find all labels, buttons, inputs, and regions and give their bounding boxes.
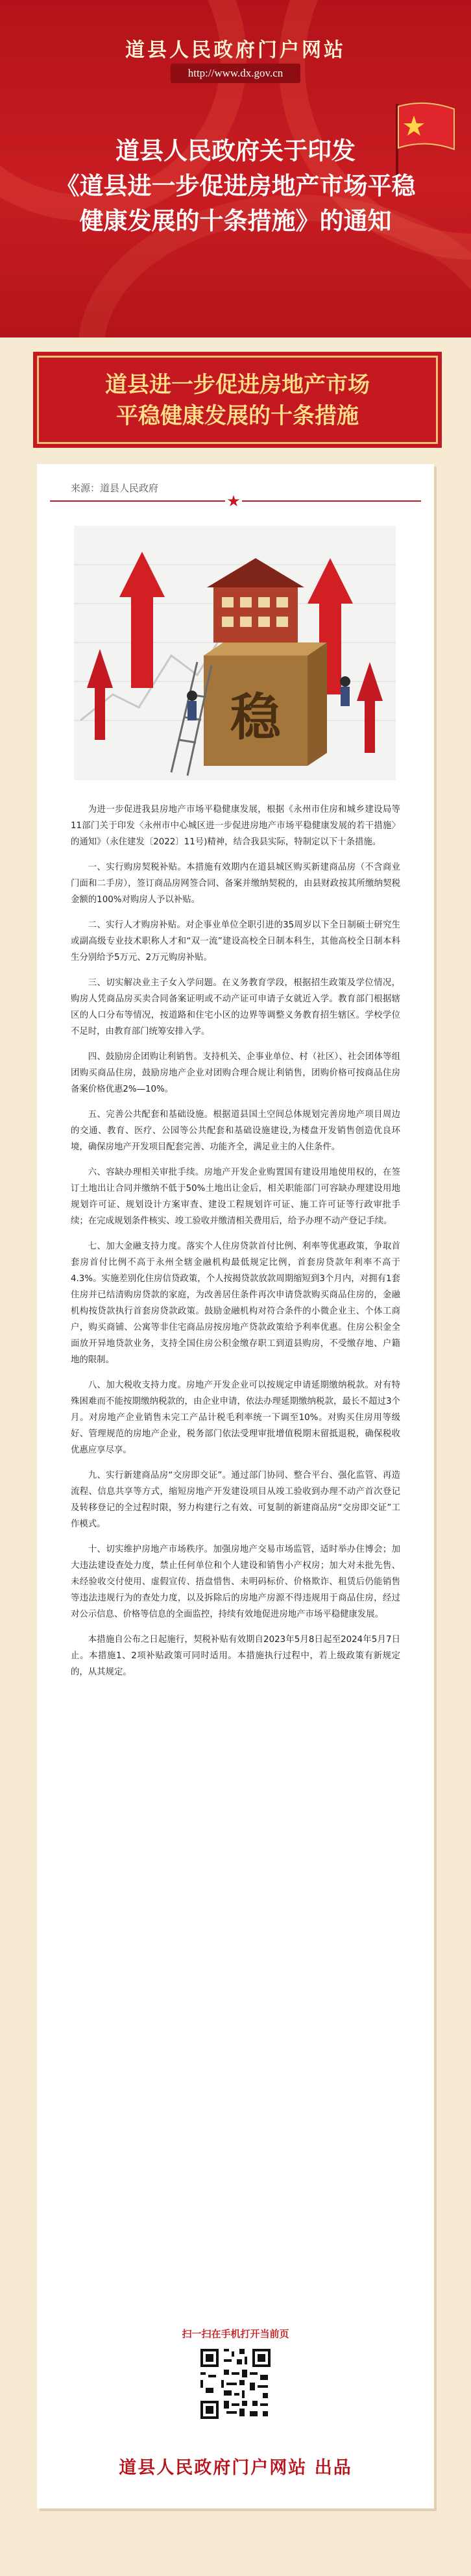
paragraph: 二、实行人才购房补贴。对企事业单位全职引进的35周岁以下全日制硕士研究生或副高级专业技术职称人才和“双一流”建设高校全日制本科生，其他高校全日制本科生分别给予5万元、2万元购房补贴。 [71, 920, 400, 963]
paragraph: 为进一步促进我县房地产市场平稳健康发展，根据《永州市住房和城乡建设局等11部门关于印发〈永州市中心城区进一步促进房地产市场平稳健康发展的若干措施〉的通知》（永住建发〔2022〕11号)精神，结合我县实际，特制定以下十条措施。 [71, 805, 400, 847]
qr-code-icon[interactable] [198, 2346, 273, 2422]
article-body [71, 802, 400, 1689]
article-card [37, 464, 434, 2509]
paragraph: 本措施自公布之日起施行，契税补贴有效期自2023年5月8日起至2024年5月7日止。本措施1、2项补贴政策可同时适用。本措施执行过程中，若上级政策有新规定的，从其规定。 [71, 1635, 400, 1677]
notice-title-line: 健康发展的十条措施》的通知 [79, 206, 392, 235]
notice-title-line: 《道县进一步促进房地产市场平稳 [55, 171, 416, 200]
paragraph: 四、鼓励房企团购让利销售。支持机关、企事业单位、村（社区）、社会团体等组团购买商品住房，鼓励房地产企业对团购合理合规让利销售，团购价格可按商品住房备案价格优惠2%—10%。 [71, 1052, 400, 1094]
qr-caption: 扫一扫在手机打开当前页 [182, 2329, 289, 2340]
article-source: 来源：道县人民政府 [71, 483, 159, 494]
policy-banner [37, 356, 438, 444]
footer-credit: 道县人民政府门户网站 出品 [119, 2458, 352, 2478]
paragraph: 七、加大金融支持力度。落实个人住房贷款首付比例、利率等优惠政策，争取首套房首付比例不高于永州全辖金融机构最低规定比例，首套房贷款年利率不高于4.3%。实施差别化住房信贷政策，个人按揭贷款放款周期缩短到3个月内，对拥有1套住房并已结清购房贷款的家庭，为改善居住条件再次申请贷款购买商品住房的，金融机构按贷款执行首套房贷款政策。鼓励金融机构对符合条件的小微企业主、个体工商户，购买商铺、公寓等非住宅商品房按房地产贷款政策给予利率优惠。住房公积金全面放开异地贷款业务，支持全国住房公积金缴存职工到道县购房，不受缴存地、户籍地的限制。 [71, 1242, 400, 1365]
paragraph: 三、切实解决业主子女入学问题。在义务教育学段，根据招生政策及学位情况，购房人凭商品房买卖合同备案证明或不动产证可申请子女就近入学。教育部门根据辖区的人口分布等情况，按道路和住宅小区的边界等调整义务教育招生辖区。学校学位不足时，由教育部门统筹安排入学。 [71, 978, 400, 1037]
site-name: 道县人民政府门户网站 [125, 39, 346, 62]
hero-label: 稳 [230, 688, 282, 747]
banner-line: 道县进一步促进房地产市场 [105, 372, 370, 398]
site-url[interactable]: http://www.dx.gov.cn [171, 64, 300, 83]
notice-title-line: 道县人民政府关于印发 [115, 136, 356, 165]
paragraph: 一、实行购房契税补贴。本措施有效期内在道县城区购买新建商品房（不含商业门面和二手房），签订商品房网签合同、备案并缴纳契税的，由县财政按其所缴纳契税金额的100%对购房人予以补贴。 [71, 863, 400, 905]
notice-title [39, 133, 432, 238]
paragraph: 六、容缺办理相关审批手续。房地产开发企业购置国有建设用地使用权的，在签订土地出让合同并缴纳不低于50%土地出让金后，相关职能部门可容缺办理建设用地规划许可证、规划设计方案审查、建设工程规划许可证、施工许可证等行政审批手续；在完成规划条件核实、竣工验收并缴清相关费用后，给予办理不动产登记手续。 [71, 1168, 400, 1226]
page-header [0, 0, 471, 337]
star-icon: ★ [225, 493, 242, 509]
paragraph: 五、完善公共配套和基础设施。根据道县国土空间总体规划完善房地产项目周边的交通、教育、医疗、公园等公共配套和基础设施建设,为楼盘开发销售创造优良环境，确保房地产开发项目配套完善、功能齐全，满足业主的入住条件。 [71, 1110, 400, 1152]
paragraph: 九、实行新建商品房“交房即交证”。通过部门协同、整合平台、强化监管、再造流程、信息共享等方式，缩短房地产开发建设项目从竣工验收到办理不动产首次登记及转移登记的全过程时限，努力构建行之有效、可复制的新建商品房“交房即交证”工作模式。 [71, 1471, 400, 1529]
paragraph: 十、切实维护房地产市场秩序。加强房地产交易市场监管，适时举办住博会；加大违法建设查处力度，禁止任何单位和个人建设和销售小产权房；加大对未批先售、未经验收交付使用、虚假宣传、捂盘惜售、未明码标价、价格欺诈、租赁后仍能销售等违法违规行为的查处力度，以及拆除后的房地产房源不得违规用于商品住房，经过对公示信息、价格等信息的全面监控，持续有效地促进房地产市场平稳健康发展。 [71, 1545, 400, 1619]
paragraph: 八、加大税收支持力度。房地产开发企业可以按规定申请延期缴纳税款。对有特殊困难而不能按期缴纳税款的，由企业申请，依法办理延期缴纳税款，最长不超过3个月。对房地产企业销售未完工产品计税毛利率统一下调至10%。对购买住房用等级好、管理规范的房地产企业，税务部门依法受理审批增值税期末留抵退税，确保税收优惠应享尽享。 [71, 1380, 400, 1455]
hero-illustration [74, 526, 396, 780]
banner-line: 平稳健康发展的十条措施 [116, 403, 359, 429]
